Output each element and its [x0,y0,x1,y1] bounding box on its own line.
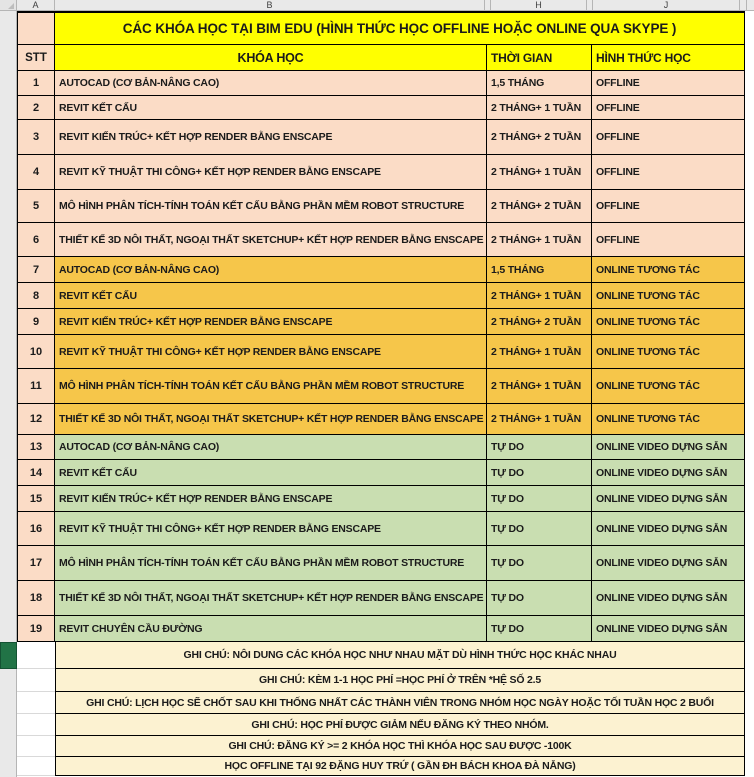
column-header-stub-3[interactable] [740,0,747,10]
cell-course[interactable]: REVIT KỸ THUẬT THI CÔNG+ KẾT HỢP RENDER BẰNG ENSCAPE [55,512,487,546]
cell-duration[interactable]: 2 THÁNG+ 2 TUẦN [487,120,592,155]
header-cell-stt[interactable]: STT [17,45,55,71]
cell-course[interactable]: REVIT KẾT CẤU [55,460,487,486]
column-header-b[interactable]: B [55,0,485,10]
table-row [17,96,745,120]
table-row [17,404,745,435]
cell-duration[interactable]: 1,5 THÁNG [487,257,592,283]
cell-stt[interactable]: 15 [17,486,55,512]
cell-course[interactable]: REVIT KỸ THUẬT THI CÔNG+ KẾT HỢP RENDER BẰNG ENSCAPE [55,335,487,369]
cell-duration[interactable]: TỰ DO [487,546,592,581]
course-rows [17,71,745,642]
title-row [17,11,745,45]
cell-course[interactable]: AUTOCAD (CƠ BẢN-NÂNG CAO) [55,435,487,460]
cell-format[interactable]: OFFLINE [592,190,745,223]
course-table [17,11,745,776]
cell-stt[interactable]: 8 [17,283,55,309]
table-row [17,335,745,369]
cell-stt[interactable]: 11 [17,369,55,404]
cell-course[interactable]: THIẾT KẾ 3D NÔI THẤT, NGOẠI THẤT SKETCHUP+ KẾT HỢP RENDER BẰNG ENSCAPE [55,581,487,616]
cell-a-empty[interactable] [17,757,55,776]
table-row [17,190,745,223]
cell-stt[interactable]: 1 [17,71,55,96]
cell-duration[interactable]: TỰ DO [487,486,592,512]
table-row [17,369,745,404]
cell-course[interactable]: THIẾT KẾ 3D NÔI THẤT, NGOẠI THẤT SKETCHUP+ KẾT HỢP RENDER BẰNG ENSCAPE [55,223,487,257]
notes-rows [17,642,745,776]
table-row [17,257,745,283]
column-header-h[interactable]: H [491,0,587,10]
row-header-gutter[interactable] [0,11,17,777]
cell-duration[interactable]: 2 THÁNG+ 1 TUẦN [487,283,592,309]
note-row [17,692,745,714]
header-row [17,45,745,71]
table-row [17,120,745,155]
cell-stt[interactable]: 17 [17,546,55,581]
cell-format[interactable]: ONLINE VIDEO DỰNG SẴN [592,581,745,616]
cell-stt[interactable]: 19 [17,616,55,642]
column-header-strip [0,0,754,11]
note-row [17,642,745,669]
cell-format[interactable]: OFFLINE [592,96,745,120]
header-cell-format[interactable]: HÌNH THỨC HỌC [592,45,745,71]
header-cell-duration[interactable]: THỜI GIAN [487,45,592,71]
cell-stt[interactable]: 9 [17,309,55,335]
note-row [17,736,745,757]
table-row [17,546,745,581]
table-row [17,435,745,460]
note-cell[interactable]: GHI CHÚ: KÈM 1-1 HỌC PHÍ =HỌC PHÍ Ở TRÊN *HỆ SỐ 2.5 [55,669,745,692]
cell-duration[interactable]: 2 THÁNG+ 1 TUẦN [487,96,592,120]
cell-a-empty[interactable] [17,692,55,714]
cell-format[interactable]: OFFLINE [592,155,745,190]
cell-a-empty[interactable] [17,642,55,669]
cell-stt[interactable]: 3 [17,120,55,155]
cell-format[interactable]: OFFLINE [592,223,745,257]
column-header-j[interactable]: J [593,0,740,10]
cell-course[interactable]: AUTOCAD (CƠ BẢN-NÂNG CAO) [55,257,487,283]
table-row [17,581,745,616]
header-cell-course[interactable]: KHÓA HỌC [55,45,487,71]
cell-format[interactable]: OFFLINE [592,71,745,96]
cell-format[interactable]: OFFLINE [592,120,745,155]
table-row [17,71,745,96]
cell-duration[interactable]: 2 THÁNG+ 2 TUẦN [487,190,592,223]
cell-format[interactable]: ONLINE TƯƠNG TÁC [592,283,745,309]
cell-duration[interactable]: 2 THÁNG+ 1 TUẦN [487,404,592,435]
table-row [17,309,745,335]
note-cell[interactable]: GHI CHÚ: ĐĂNG KÝ >= 2 KHÓA HỌC THÌ KHÓA HỌC SAU ĐƯỢC -100K [55,736,745,757]
cell-duration[interactable]: 2 THÁNG+ 1 TUẦN [487,369,592,404]
cell-stt[interactable]: 12 [17,404,55,435]
cell-stt[interactable]: 7 [17,257,55,283]
column-header-a[interactable]: A [17,0,55,10]
cell-course[interactable]: REVIT KỸ THUẬT THI CÔNG+ KẾT HỢP RENDER BẰNG ENSCAPE [55,155,487,190]
cell-duration[interactable]: TỰ DO [487,435,592,460]
cell-stt[interactable]: 6 [17,223,55,257]
cell-format[interactable]: ONLINE TƯƠNG TÁC [592,309,745,335]
cell-course[interactable]: REVIT KIẾN TRÚC+ KẾT HỢP RENDER BẰNG ENSCAPE [55,486,487,512]
cell-duration[interactable]: 2 THÁNG+ 1 TUẦN [487,335,592,369]
cell-course[interactable]: REVIT CHUYÊN CẦU ĐƯỜNG [55,616,487,642]
cell-course[interactable]: MÔ HÌNH PHÂN TÍCH-TÍNH TOÁN KẾT CẤU BẰNG PHẦN MỀM ROBOT STRUCTURE [55,369,487,404]
cell-duration[interactable]: TỰ DO [487,616,592,642]
table-row [17,512,745,546]
table-row [17,283,745,309]
cell-duration[interactable]: TỰ DO [487,460,592,486]
cell-format[interactable]: ONLINE TƯƠNG TÁC [592,369,745,404]
selected-row-header[interactable] [0,642,17,669]
cell-stt[interactable]: 10 [17,335,55,369]
cell-duration[interactable]: 2 THÁNG+ 1 TUẦN [487,155,592,190]
table-row [17,616,745,642]
cell-format[interactable]: ONLINE VIDEO DỰNG SẴN [592,435,745,460]
cell-course[interactable]: MÔ HÌNH PHÂN TÍCH-TÍNH TOÁN KẾT CẤU BẰNG PHẦN MỀM ROBOT STRUCTURE [55,546,487,581]
cell-duration[interactable]: 2 THÁNG+ 2 TUẦN [487,309,592,335]
cell-duration[interactable]: 1,5 THÁNG [487,71,592,96]
cell-format[interactable]: ONLINE VIDEO DỰNG SẴN [592,616,745,642]
table-row [17,460,745,486]
note-row [17,714,745,736]
cell-format[interactable]: ONLINE TƯƠNG TÁC [592,335,745,369]
cell-format[interactable]: ONLINE VIDEO DỰNG SẴN [592,460,745,486]
cell-course[interactable]: REVIT KIẾN TRÚC+ KẾT HỢP RENDER BẰNG ENSCAPE [55,120,487,155]
cell-format[interactable]: ONLINE VIDEO DỰNG SẴN [592,512,745,546]
cell-stt[interactable]: 13 [17,435,55,460]
cell-format[interactable]: ONLINE VIDEO DỰNG SẴN [592,546,745,581]
table-title-cell[interactable]: CÁC KHÓA HỌC TẠI BIM EDU (HÌNH THỨC HỌC OFFLINE HOẶC ONLINE QUA SKYPE ) [55,12,745,45]
cell-format[interactable]: ONLINE TƯƠNG TÁC [592,257,745,283]
cell-a-blank[interactable] [17,12,55,45]
cell-format[interactable]: ONLINE TƯƠNG TÁC [592,404,745,435]
cell-a-empty[interactable] [17,669,55,692]
cell-course[interactable]: REVIT KẾT CẤU [55,96,487,120]
note-cell[interactable]: HỌC OFFLINE TẠI 92 ĐẶNG HUY TRỨ ( GẦN ĐH BÁCH KHOA ĐÀ NẴNG) [55,757,745,776]
cell-stt[interactable]: 2 [17,96,55,120]
cell-course[interactable]: THIẾT KẾ 3D NÔI THẤT, NGOẠI THẤT SKETCHUP+ KẾT HỢP RENDER BẰNG ENSCAPE [55,404,487,435]
cell-stt[interactable]: 18 [17,581,55,616]
cell-stt[interactable]: 5 [17,190,55,223]
note-cell[interactable]: GHI CHÚ: LỊCH HỌC SẼ CHỐT SAU KHI THỐNG NHẤT CÁC THÀNH VIÊN TRONG NHÓM HỌC NGÀY HOẶC TỐI TUẦN HỌC 2 BUỔI [55,692,745,714]
cell-duration[interactable]: TỰ DO [487,512,592,546]
cell-course[interactable]: REVIT KIẾN TRÚC+ KẾT HỢP RENDER BẰNG ENSCAPE [55,309,487,335]
cell-stt[interactable]: 14 [17,460,55,486]
cell-format[interactable]: ONLINE VIDEO DỰNG SẴN [592,486,745,512]
cell-course[interactable]: REVIT KẾT CẤU [55,283,487,309]
cell-stt[interactable]: 16 [17,512,55,546]
select-all-corner[interactable] [0,0,17,10]
note-cell[interactable]: GHI CHÚ: HỌC PHÍ ĐƯỢC GIẢM NẾU ĐĂNG KÝ THEO NHÓM. [55,714,745,736]
cell-stt[interactable]: 4 [17,155,55,190]
table-row [17,486,745,512]
note-cell[interactable]: GHI CHÚ: NÔI DUNG CÁC KHÓA HỌC NHƯ NHAU MẶT DÙ HÌNH THỨC HỌC KHÁC NHAU [55,642,745,669]
cell-course[interactable]: AUTOCAD (CƠ BẢN-NÂNG CAO) [55,71,487,96]
cell-duration[interactable]: 2 THÁNG+ 1 TUẦN [487,223,592,257]
table-row [17,223,745,257]
cell-duration[interactable]: TỰ DO [487,581,592,616]
table-row [17,155,745,190]
cell-a-empty[interactable] [17,736,55,757]
cell-course[interactable]: MÔ HÌNH PHÂN TÍCH-TÍNH TOÁN KẾT CẤU BẰNG PHẦN MỀM ROBOT STRUCTURE [55,190,487,223]
note-row [17,669,745,692]
cell-a-empty[interactable] [17,714,55,736]
note-row [17,757,745,776]
